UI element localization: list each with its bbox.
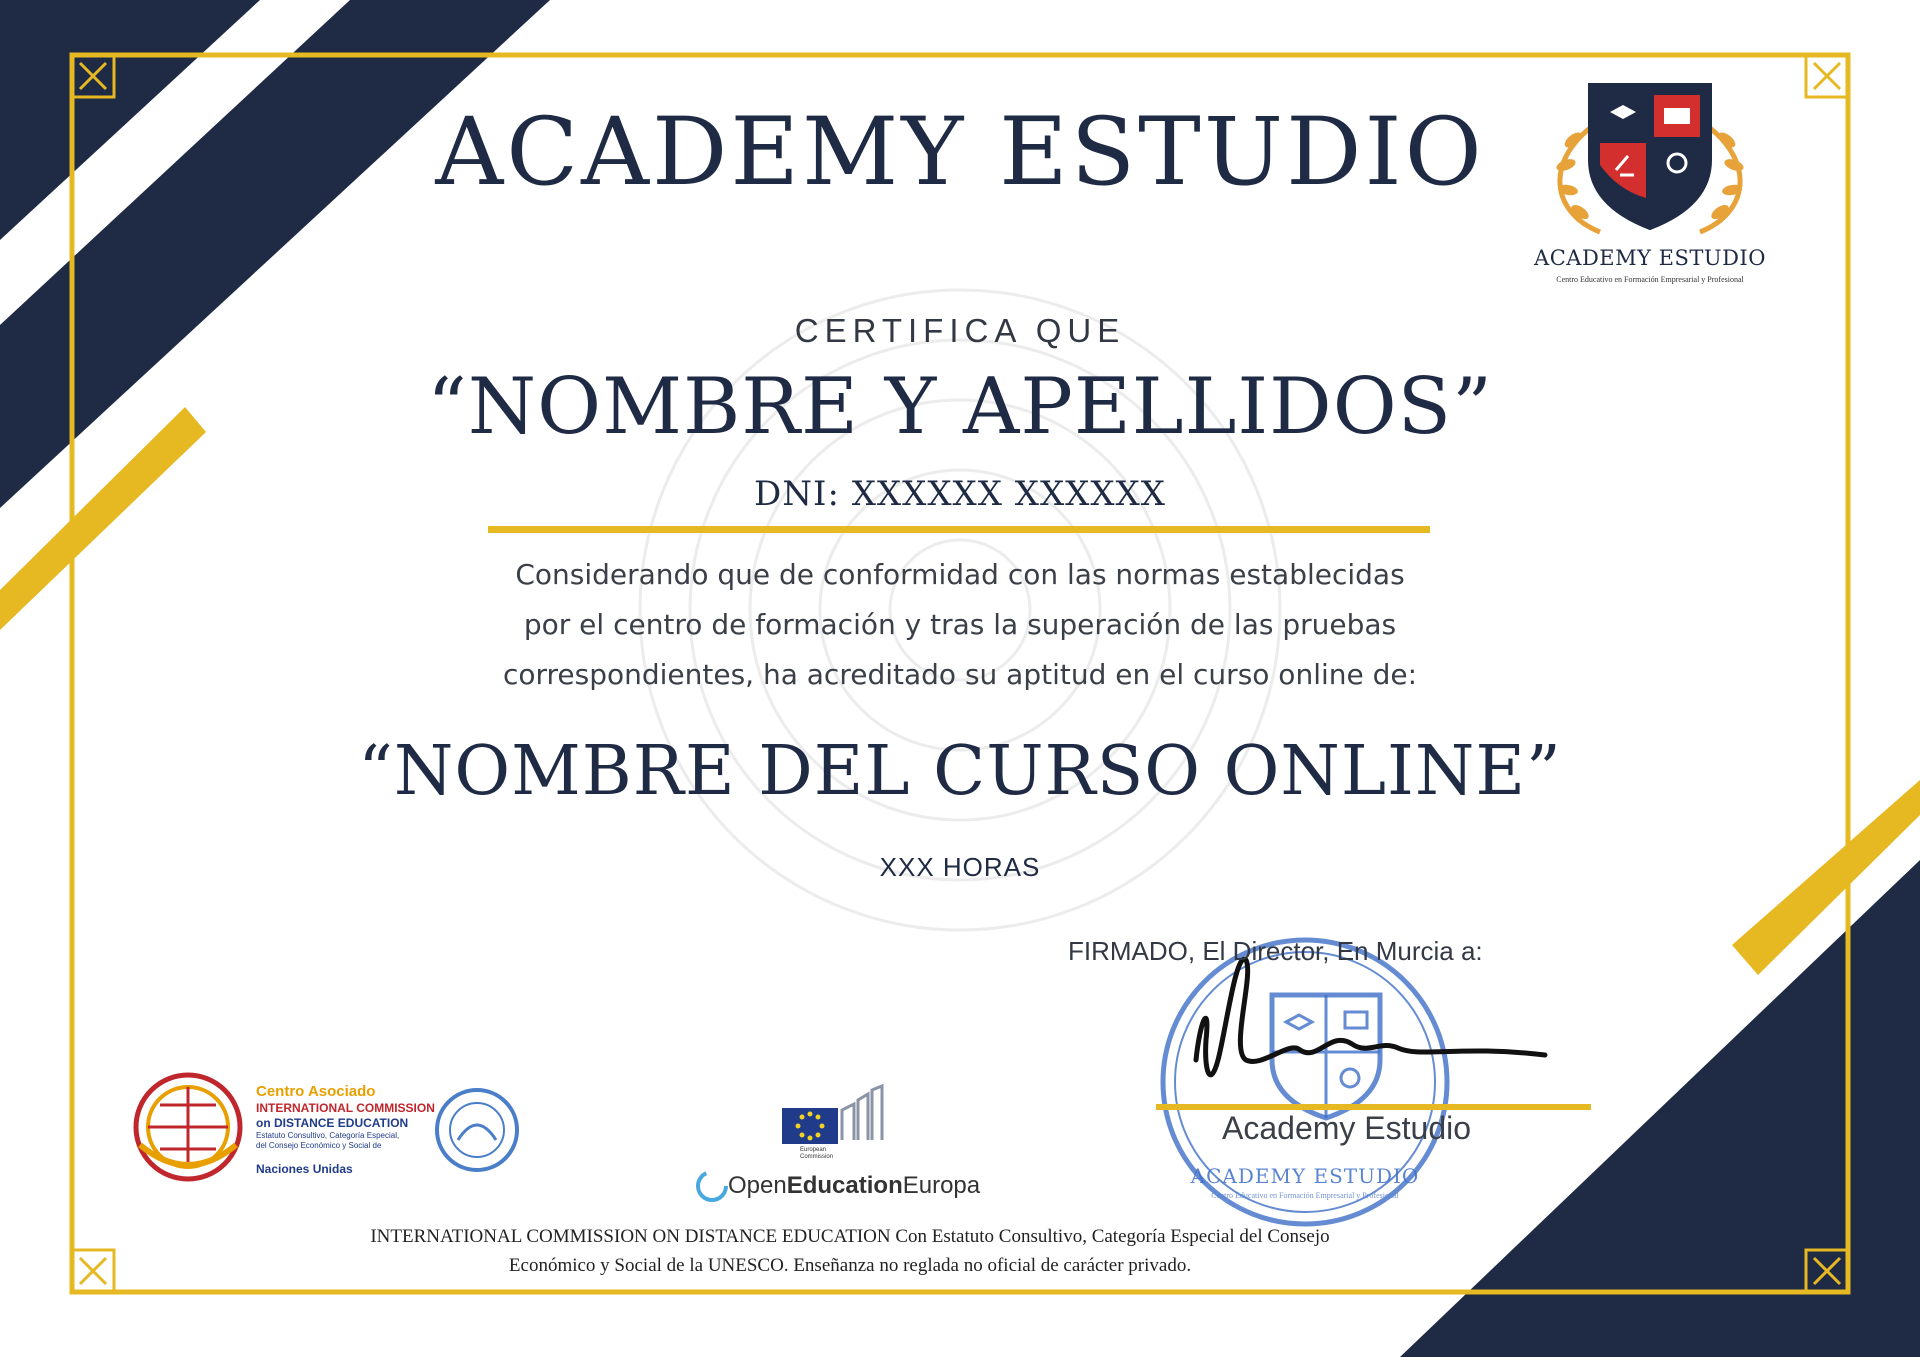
oee-prefix: Open [728, 1172, 787, 1199]
eu-small-line: Commission [800, 1154, 834, 1160]
stamp-tagline: Centro Educativo en Formación Empresarial y Profesional [1211, 1191, 1399, 1200]
footer-line: Económico y Social de la UNESCO. Enseñanza no reglada no oficial de carácter privado. [508, 1255, 1192, 1276]
icde-line-1: INTERNATIONAL COMMISSION [256, 1101, 435, 1115]
certificate-body-text [440, 550, 1480, 700]
student-name: “NOMBRE Y APELLIDOS” [427, 362, 1493, 452]
oee-suffix: Europa [902, 1172, 981, 1199]
icde-small-line: del Consejo Económico y Social de [256, 1141, 382, 1150]
icde-small-line: Estatuto Consultivo, Categoría Especial, [256, 1131, 400, 1140]
body-line: Considerando que de conformidad con las normas establecidas [515, 558, 1405, 591]
icde-line-2: on DISTANCE EDUCATION [256, 1116, 409, 1130]
footer-line: INTERNATIONAL COMMISSION ON DISTANCE EDUCATION Con Estatuto Consultivo, Categoría Especial del Consejo [370, 1226, 1330, 1247]
course-hours: XXX HORAS [879, 852, 1041, 882]
certifica-que-label: CERTIFICA QUE [794, 312, 1126, 349]
eu-small-line: European [800, 1147, 827, 1153]
signature-name: Academy Estudio [1222, 1110, 1472, 1146]
stamp-brand-name: ACADEMY ESTUDIO [1190, 1164, 1420, 1188]
oee-bold: Education [786, 1172, 903, 1199]
footer-legal-text [200, 1222, 1500, 1280]
dni-field: DNI: XXXXXX XXXXXX [754, 474, 1166, 514]
icde-un-line: Naciones Unidas [256, 1162, 353, 1176]
icde-small-text [256, 1131, 399, 1151]
body-line: correspondientes, ha acreditado su aptitud en el curso online de: [502, 658, 1418, 691]
open-education-europa-logo [728, 1172, 980, 1200]
eu-commission-text [800, 1147, 833, 1161]
certificate-title: ACADEMY ESTUDIO [435, 98, 1485, 207]
body-line: por el centro de formación y tras la superación de las pruebas [523, 608, 1397, 641]
logo-tagline: Centro Educativo en Formación Empresarial y Profesional [1556, 275, 1744, 284]
course-name: “NOMBRE DEL CURSO ONLINE” [358, 732, 1562, 811]
logo-brand-name: ACADEMY ESTUDIO [1534, 246, 1766, 270]
icde-associated-label: Centro Asociado [256, 1083, 376, 1100]
signed-by-line: FIRMADO, El Director, En Murcia a: [1068, 936, 1483, 966]
dni-underline [488, 526, 1430, 533]
